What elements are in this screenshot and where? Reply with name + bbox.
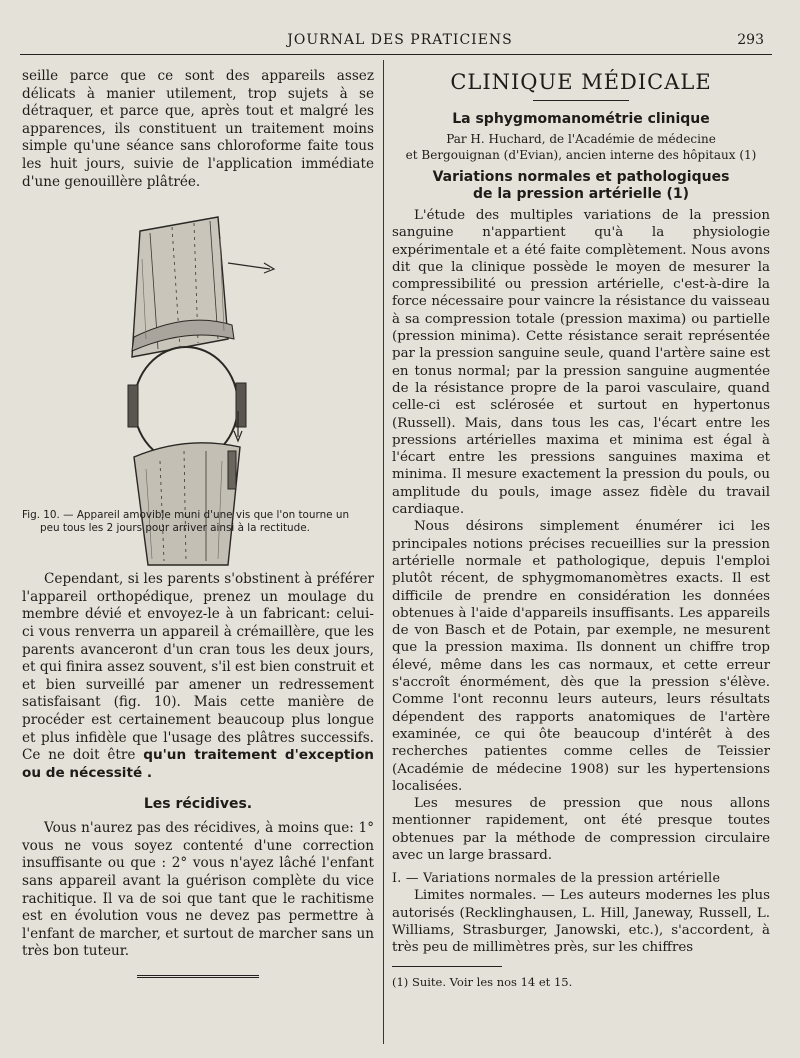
byline-line-1: Par H. Huchard, de l'Académie de médecine	[446, 132, 716, 146]
column-divider	[383, 60, 384, 1044]
right-paragraph-1: L'étude des multiples variations de la pression sanguine n'appartient qu'à la physiologie expérimentale et a été faite complètement. Nous avons dit que la clinique possède le moyen de mesurer la compressibilité ou pression artérielle, c'est-à-dire la force nécessaire pour vaincre la résistance du vaisseau à sa compression totale (pression maxima) ou partielle (pression minima). Cette résistance serait représentée par la pression sanguine seule, quand l'artère saine est en tonus normal; par la pression sanguine augmentée de la résistance propre de la paroi vasculaire, quand celle-ci est sclérosée et surtout en hypertonus (Russell). Mais, dans tous les cas, l'écart entre les pressions artérielles maxima et minima est égal à l'écart entre les pressions sanguines maxima et minima. Il mesure exactement la pression du pouls, ou amplitude du pouls, image assez fidèle du travail cardiaque.	[392, 208, 770, 518]
left-paragraph-3: Vous n'aurez pas des récidives, à moins que: 1° vous ne vous soyez contenté d'une correction insuffisante ou que : 2° vous n'ayez lâché l'enfant sans appareil avant la guérison complète du vice rachitique. Il va de soi que tant que le rachitisme est en évolution vous ne devez pas permettre à l'enfant de marcher, et surtout de marcher sans un très bon tuteur.	[22, 820, 374, 960]
article-title: La sphygmomanométrie clinique	[452, 111, 710, 127]
figure-caption-line-2: peu tous les 2 jours pour arriver ainsi à la rectitude.	[40, 522, 310, 535]
left-paragraph-2-bold: qu'un traitement d'exception ou de nécessité .	[22, 747, 374, 781]
subheading-line-2: de la pression artérielle (1)	[472, 186, 690, 202]
footnote: (1) Suite. Voir les nos 14 et 15.	[392, 975, 573, 990]
section-heading-variations: I. — Variations normales de la pression artérielle	[392, 870, 721, 886]
article-subheading	[392, 169, 770, 203]
page-number: 293	[737, 32, 764, 48]
footnote-rule	[392, 966, 502, 967]
byline-line-2: et Bergouignan (d'Evian), ancien interne des hôpitaux (1)	[405, 148, 757, 162]
section-heading-clinique: CLINIQUE MÉDICALE	[450, 70, 712, 94]
end-rule	[137, 975, 259, 980]
right-column	[392, 66, 770, 989]
left-paragraph-2	[22, 571, 374, 782]
section-title-recidives: Les récidives.	[143, 796, 253, 813]
subheading-line-1: Variations normales et pathologiques	[432, 169, 730, 185]
figure-caption-line-1: Fig. 10. — Appareil amovible muni d'une vis que l'on tourne un	[22, 509, 350, 522]
right-paragraph-3: Les mesures de pression que nous allons mentionner rapidement, ont été presque toutes obtenues par la méthode de compression circulaire avec un large brassard.	[392, 796, 770, 863]
running-head: JOURNAL DES PRATICIENS	[287, 32, 513, 48]
left-paragraph-2-text: Cependant, si les parents s'obstinent à préférer l'appareil orthopédique, prenez un moulage du membre dévié et envoyez-le à un fabricant: celui-ci vous renverra un appareil à crémaillère, que les parents avanceront d'un cran tous les deux jours, et qui finira assez souvent, s'il est bien construit et et bien surveillé par amener un redressement satisfaisant (fig. 10). Mais cette manière de procéder est certainement beaucoup plus longue et plus infidèle que l'usage des plâtres successifs. Ce ne doit être	[22, 571, 374, 764]
right-paragraph-2: Nous désirons simplement énumérer ici les principales notions précises recueillies sur la pression artérielle normale et pathologique, depuis l'emploi plutôt récent, de sphygmomanomètres exacts. Il est difficile de prendre en considération les données obtenues à l'aide d'appareils insuffisants. Les appareils de von Basch et de Potain, par exemple, ne mesurent que la pression maxima. Ils donnent un chiffre trop élevé, même dans les cas normaux, et cette erreur s'accroît énormément, dès que la pression s'élève. Comme l'ont reconnu leurs auteurs, leurs résultats dépendent des rapports anatomiques de l'artère examinée, ce qui ôte beaucoup d'intérêt à des recherches patientes comme celles de Teissier (Académie de médecine 1908) sur les hypertensions localisées.	[392, 519, 770, 794]
left-column	[22, 68, 374, 980]
header-rule	[20, 54, 772, 55]
article-byline	[392, 131, 770, 163]
right-paragraph-4: Limites normales. — Les auteurs modernes les plus autorisés (Recklinghausen, L. Hill, Janeway, Russell, L. Williams, Strasburger, Janowski, etc.), s'accordent, à très peu de millimètres près, sur les chiffres	[392, 888, 770, 956]
left-intro-paragraph: seille parce que ce sont des appareils assez délicats à manier utilement, trop sujets à se détraquer, et parce que, après tout et malgré les apparences, ils constituent un traitement moins simple qu'une séance sans chloroforme faite tous les huit jours, suivie de l'application immédiate d'une genouillère plâtrée.	[22, 68, 374, 190]
figure-10	[22, 199, 374, 571]
section-heading-rule	[533, 100, 629, 101]
figure-caption	[22, 509, 374, 535]
